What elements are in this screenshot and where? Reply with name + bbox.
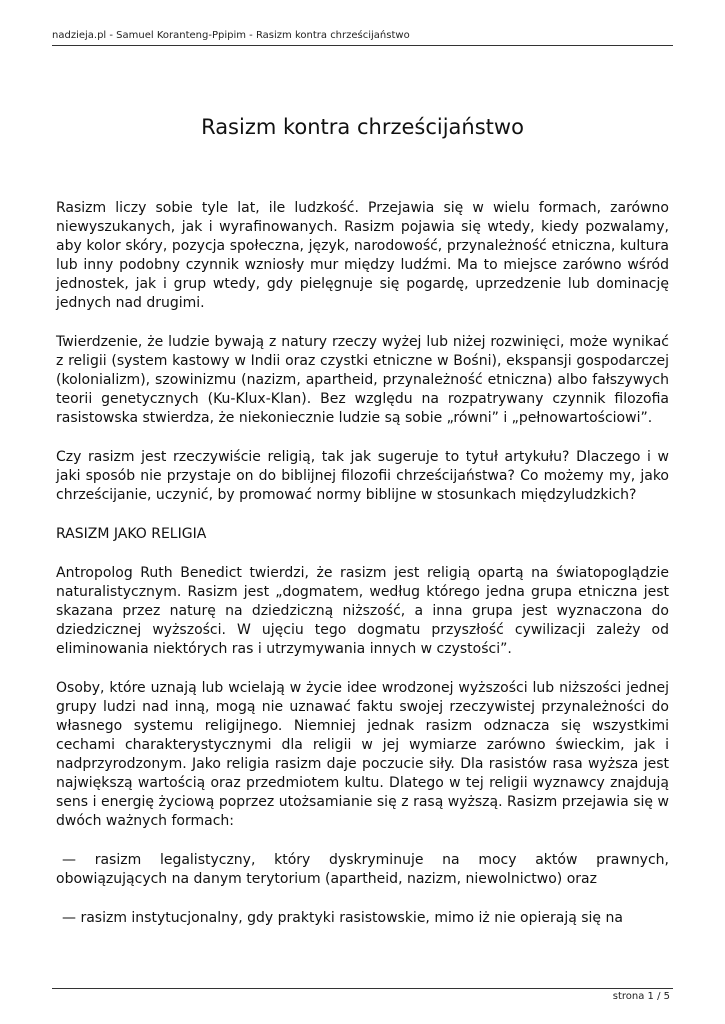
paragraph: Twierdzenie, że ludzie bywają z natury rzeczy wyżej lub niżej rozwinięci, może wynikać z religii (system kastowy w Indii oraz czystki etniczne w Bośni), ekspansji gospodarczej (kolonializm), szowinizmu (nazizm, apartheid, przynależność etniczna) albo fałszywych teorii genetycznych (Ku-Klux-Klan). Bez względu na rozpatrywany czynnik filozofia rasistowska stwierdza, że niekoniecznie ludzie są sobie „równi” i „pełnowartościowi”. xyxy=(56,334,669,426)
header-divider xyxy=(52,45,673,46)
page-number: strona 1 / 5 xyxy=(612,991,670,1002)
paragraph: Czy rasizm jest rzeczywiście religią, tak jak sugeruje to tytuł artykułu? Dlaczego i w jaki sposób nie przystaje on do biblijnej filozofii chrześcijaństwa? Co możemy my, jako chrześcijanie, uczynić, by promować normy biblijne w stosunkach międzyludzkich? xyxy=(56,449,669,503)
section-heading: RASIZM JAKO RELIGIA xyxy=(56,526,207,542)
page-header: nadzieja.pl - Samuel Koranteng-Ppipim - Rasizm kontra chrześcijaństwo xyxy=(52,30,410,41)
list-item: — rasizm legalistyczny, który dyskryminuje na mocy aktów prawnych, obowiązujących na danym terytorium (apartheid, nazizm, niewolnictwo) oraz xyxy=(56,852,669,887)
document-title: Rasizm kontra chrześcijaństwo xyxy=(201,115,524,139)
list-item: — rasizm instytucjonalny, gdy praktyki rasistowskie, mimo iż nie opierają się na xyxy=(62,910,623,926)
paragraph: Antropolog Ruth Benedict twierdzi, że rasizm jest religią opartą na światopoglądzie naturalistycznym. Rasizm jest „dogmatem, według którego jedna grupa etniczna jest skazana przez naturę na dziedziczną niższość, a inna grupa jest wyznaczona do dziedzicznej wyższości. W ujęciu tego dogmatu przyszłość cywilizacji zależy od eliminowania niektórych ras i utrzymywania innych w czystości”. xyxy=(56,565,669,657)
paragraph: Osoby, które uznają lub wcielają w życie idee wrodzonej wyższości lub niższości jednej grupy ludzi nad inną, mogą nie uznawać faktu swojej rzeczywistej przynależności do własnego systemu religijnego. Niemniej jednak rasizm odznacza się wszystkimi cechami charakterystycznymi dla religii w jej wymiarze zarówno świeckim, jak i nadprzyrodzonym. Jako religia rasizm daje poczucie siły. Dla rasistów rasa wyższa jest największą wartością oraz przedmiotem kultu. Dlatego w tej religii wyznawcy znajdują sens i energię życiową poprzez utożsamianie się z rasą wyższą. Rasizm przejawia się w dwóch ważnych formach: xyxy=(56,680,669,829)
footer-divider xyxy=(52,988,673,989)
paragraph: Rasizm liczy sobie tyle lat, ile ludzkość. Przejawia się w wielu formach, zarówno niewyszukanych, jak i wyrafinowanych. Rasizm pojawia się wtedy, kiedy pozwalamy, aby kolor skóry, pozycja społeczna, język, narodowość, przynależność etniczna, kultura lub inny podobny czynnik wzniosły mur między ludźmi. Ma to miejsce zarówno wśród jednostek, jak i grup wtedy, gdy pielęgnuje się pogardę, uprzedzenie lub dominację jednych nad drugimi. xyxy=(56,200,669,311)
document-body xyxy=(56,199,669,948)
